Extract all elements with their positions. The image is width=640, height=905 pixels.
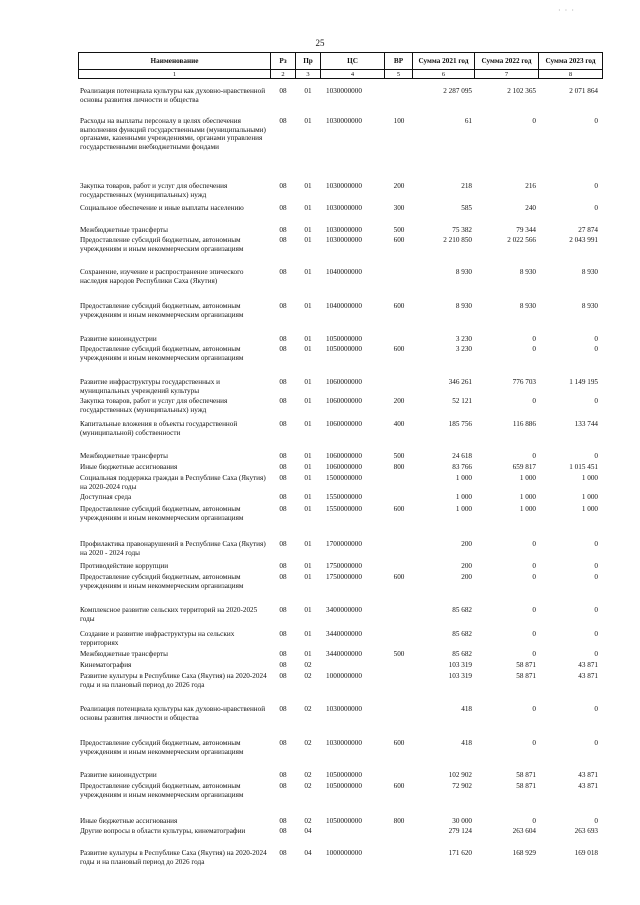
- row-rz: 08: [279, 782, 287, 790]
- row-pr: 01: [304, 573, 312, 581]
- row-sum-2021: 103 319: [448, 672, 472, 680]
- row-name: Реализация потенциала культуры как духовно-нравственной основы развития личности и общества: [80, 705, 266, 722]
- row-rz: 08: [279, 335, 287, 343]
- row-pr: 01: [304, 463, 312, 471]
- row-rz: 08: [279, 739, 287, 747]
- row-sum-2023: 0: [594, 182, 598, 190]
- row-pr: 01: [304, 117, 312, 125]
- row-cs: 1000000000: [326, 672, 362, 680]
- row-sum-2021: 75 382: [452, 226, 472, 234]
- row-sum-2022: 2 102 365: [507, 87, 536, 95]
- row-sum-2021: 8 930: [455, 268, 472, 276]
- row-sum-2021: 171 620: [448, 849, 472, 857]
- row-rz: 08: [279, 117, 287, 125]
- row-sum-2022: 0: [532, 117, 536, 125]
- row-rz: 08: [279, 474, 287, 482]
- row-sum-2023: 0: [594, 606, 598, 614]
- row-cs: 1030000000: [326, 87, 362, 95]
- row-vr: 500: [393, 226, 405, 234]
- row-pr: 01: [304, 493, 312, 501]
- row-sum-2021: 585: [461, 204, 472, 212]
- row-pr: 01: [304, 630, 312, 638]
- row-sum-2021: 346 261: [448, 378, 472, 386]
- row-vr: 100: [393, 117, 405, 125]
- row-rz: 08: [279, 827, 287, 835]
- column-number: 6: [413, 70, 475, 79]
- row-cs: 1050000000: [326, 345, 362, 353]
- row-name: Противодействие коррупции: [80, 562, 169, 570]
- row-cs: 1030000000: [326, 739, 362, 747]
- row-name: Развитие киноиндустрии: [80, 335, 157, 343]
- row-sum-2022: 58 871: [516, 782, 536, 790]
- row-name: Межбюджетные трансферты: [80, 452, 168, 460]
- row-name: Реализация потенциала культуры как духовно-нравственной основы развития личности и общества: [80, 87, 266, 104]
- row-sum-2023: 0: [594, 204, 598, 212]
- row-sum-2022: 216: [525, 182, 536, 190]
- row-name: Закупка товаров, работ и услуг для обеспечения государственных (муниципальных) нужд: [80, 397, 228, 414]
- row-sum-2022: 0: [532, 452, 536, 460]
- row-cs: 1060000000: [326, 452, 362, 460]
- row-pr: 01: [304, 182, 312, 190]
- row-rz: 08: [279, 505, 287, 513]
- row-sum-2022: 1 000: [519, 474, 536, 482]
- row-vr: 600: [393, 739, 405, 747]
- row-cs: 1050000000: [326, 782, 362, 790]
- row-name: Развитие киноиндустрии: [80, 771, 157, 779]
- row-rz: 08: [279, 397, 287, 405]
- column-number: 8: [539, 70, 603, 79]
- row-sum-2022: 116 886: [512, 420, 536, 428]
- row-name: Межбюджетные трансферты: [80, 650, 168, 658]
- row-cs: 1550000000: [326, 505, 362, 513]
- row-sum-2021: 85 682: [452, 630, 472, 638]
- row-pr: 01: [304, 505, 312, 513]
- header-sum-2023: Сумма 2023 год: [539, 53, 603, 70]
- row-sum-2023: 0: [594, 345, 598, 353]
- row-sum-2023: 0: [594, 705, 598, 713]
- row-sum-2022: 776 703: [512, 378, 536, 386]
- row-name: Создание и развитие инфраструктуры на сельских территориях: [80, 630, 235, 647]
- row-rz: 08: [279, 771, 287, 779]
- row-name: Развитие культуры в Республике Саха (Якутия) на 2020-2024 годы и на плановый период до 2026 года: [80, 672, 267, 689]
- row-sum-2022: 58 871: [516, 771, 536, 779]
- row-sum-2021: 185 756: [448, 420, 472, 428]
- row-rz: 08: [279, 650, 287, 658]
- row-pr: 02: [304, 782, 312, 790]
- row-sum-2021: 3 230: [455, 335, 472, 343]
- row-sum-2022: 263 604: [512, 827, 536, 835]
- row-cs: 3400000000: [326, 606, 362, 614]
- header-vr: ВР: [385, 53, 413, 70]
- row-sum-2022: 168 929: [512, 849, 536, 857]
- row-sum-2022: 240: [525, 204, 536, 212]
- row-pr: 01: [304, 204, 312, 212]
- row-rz: 08: [279, 493, 287, 501]
- row-sum-2023: 2 071 864: [569, 87, 598, 95]
- row-sum-2023: 2 043 991: [569, 236, 598, 244]
- row-rz: 08: [279, 573, 287, 581]
- row-sum-2022: 58 871: [516, 661, 536, 669]
- row-rz: 08: [279, 672, 287, 680]
- corner-mark: · · ·: [558, 6, 575, 15]
- row-sum-2022: 58 871: [516, 672, 536, 680]
- column-number: 7: [475, 70, 539, 79]
- row-sum-2022: 0: [532, 739, 536, 747]
- row-sum-2022: 0: [532, 817, 536, 825]
- row-name: Капитальные вложения в объекты государственной (муниципальной) собственности: [80, 420, 238, 437]
- row-rz: 08: [279, 182, 287, 190]
- row-sum-2021: 85 682: [452, 606, 472, 614]
- row-pr: 01: [304, 268, 312, 276]
- row-sum-2021: 52 121: [452, 397, 472, 405]
- row-sum-2023: 1 000: [581, 474, 598, 482]
- row-pr: 01: [304, 302, 312, 310]
- row-sum-2021: 2 210 850: [443, 236, 472, 244]
- row-rz: 08: [279, 849, 287, 857]
- row-name: Другие вопросы в области культуры, кинематографии: [80, 827, 246, 835]
- column-number: 2: [271, 70, 296, 79]
- row-sum-2021: 200: [461, 540, 472, 548]
- row-pr: 01: [304, 87, 312, 95]
- row-sum-2023: 0: [594, 540, 598, 548]
- row-pr: 02: [304, 739, 312, 747]
- row-sum-2023: 0: [594, 452, 598, 460]
- row-rz: 08: [279, 562, 287, 570]
- row-sum-2023: 1 015 451: [569, 463, 598, 471]
- row-sum-2022: 0: [532, 630, 536, 638]
- row-vr: 600: [393, 573, 405, 581]
- row-vr: 600: [393, 302, 405, 310]
- row-name: Доступная среда: [80, 493, 132, 501]
- column-number: 1: [79, 70, 271, 79]
- row-vr: 600: [393, 505, 405, 513]
- row-cs: 1050000000: [326, 817, 362, 825]
- row-sum-2021: 418: [461, 705, 472, 713]
- row-pr: 01: [304, 606, 312, 614]
- row-cs: 1050000000: [326, 771, 362, 779]
- row-pr: 01: [304, 452, 312, 460]
- row-cs: 1700000000: [326, 540, 362, 548]
- row-sum-2021: 8 930: [455, 302, 472, 310]
- row-cs: 1030000000: [326, 226, 362, 234]
- row-sum-2023: 27 874: [578, 226, 598, 234]
- row-rz: 08: [279, 87, 287, 95]
- row-name: Закупка товаров, работ и услуг для обеспечения государственных (муниципальных) нужд: [80, 182, 228, 199]
- row-name: Профилактика правонарушений в Республике Саха (Якутия) на 2020 - 2024 годы: [80, 540, 266, 557]
- row-name: Межбюджетные трансферты: [80, 226, 168, 234]
- row-sum-2021: 3 230: [455, 345, 472, 353]
- row-pr: 01: [304, 540, 312, 548]
- row-name: Иные бюджетные ассигнования: [80, 463, 178, 471]
- row-rz: 08: [279, 540, 287, 548]
- row-vr: 300: [393, 204, 405, 212]
- row-sum-2021: 83 766: [452, 463, 472, 471]
- row-sum-2021: 1 000: [455, 474, 472, 482]
- row-cs: 1750000000: [326, 573, 362, 581]
- row-name: Предоставление субсидий бюджетным, автономным учреждениям и иным некоммерческим организациям: [80, 573, 244, 590]
- row-sum-2021: 279 124: [448, 827, 472, 835]
- row-sum-2022: 79 344: [516, 226, 536, 234]
- row-pr: 01: [304, 420, 312, 428]
- row-name: Кинематография: [80, 661, 132, 669]
- row-vr: 600: [393, 782, 405, 790]
- row-sum-2022: 8 930: [519, 302, 536, 310]
- column-number: 5: [385, 70, 413, 79]
- row-sum-2022: 8 930: [519, 268, 536, 276]
- row-cs: 1030000000: [326, 182, 362, 190]
- row-name: Расходы на выплаты персоналу в целях обеспечения выполнения функций государственными (муниципальными) органами, казенными учреждениями, органами управления государственными внебюджетными фондами: [80, 117, 266, 151]
- row-rz: 08: [279, 204, 287, 212]
- row-sum-2021: 72 902: [452, 782, 472, 790]
- row-sum-2021: 24 618: [452, 452, 472, 460]
- row-pr: 01: [304, 650, 312, 658]
- row-cs: 1550000000: [326, 493, 362, 501]
- row-sum-2023: 0: [594, 739, 598, 747]
- row-vr: 500: [393, 452, 405, 460]
- row-sum-2022: 0: [532, 606, 536, 614]
- row-sum-2022: 0: [532, 650, 536, 658]
- row-pr: 01: [304, 397, 312, 405]
- row-sum-2022: 659 817: [512, 463, 536, 471]
- row-sum-2023: 0: [594, 335, 598, 343]
- row-name: Предоставление субсидий бюджетным, автономным учреждениям и иным некоммерческим организациям: [80, 505, 244, 522]
- row-pr: 04: [304, 849, 312, 857]
- row-sum-2021: 200: [461, 573, 472, 581]
- row-sum-2023: 0: [594, 397, 598, 405]
- row-cs: 1050000000: [326, 335, 362, 343]
- row-sum-2022: 1 000: [519, 493, 536, 501]
- row-cs: 1060000000: [326, 397, 362, 405]
- row-sum-2023: 8 930: [581, 268, 598, 276]
- row-vr: 400: [393, 420, 405, 428]
- row-sum-2023: 0: [594, 817, 598, 825]
- row-cs: 1060000000: [326, 378, 362, 386]
- row-sum-2021: 85 682: [452, 650, 472, 658]
- row-pr: 01: [304, 474, 312, 482]
- row-pr: 02: [304, 661, 312, 669]
- row-rz: 08: [279, 463, 287, 471]
- row-sum-2021: 200: [461, 562, 472, 570]
- row-pr: 04: [304, 827, 312, 835]
- row-sum-2022: 0: [532, 335, 536, 343]
- row-cs: 1000000000: [326, 849, 362, 857]
- row-name: Комплексное развитие сельских территорий на 2020-2025 годы: [80, 606, 258, 623]
- row-sum-2023: 8 930: [581, 302, 598, 310]
- row-name: Предоставление субсидий бюджетным, автономным учреждениям и иным некоммерческим организациям: [80, 236, 244, 253]
- row-sum-2021: 1 000: [455, 505, 472, 513]
- row-sum-2021: 418: [461, 739, 472, 747]
- row-cs: 3440000000: [326, 630, 362, 638]
- row-cs: 1030000000: [326, 117, 362, 125]
- row-cs: 1060000000: [326, 420, 362, 428]
- row-name: Развитие инфраструктуры государственных и муниципальных учреждений культуры: [80, 378, 220, 395]
- row-vr: 800: [393, 817, 405, 825]
- row-sum-2022: 0: [532, 573, 536, 581]
- row-cs: 3440000000: [326, 650, 362, 658]
- row-vr: 500: [393, 650, 405, 658]
- row-sum-2022: 0: [532, 705, 536, 713]
- row-rz: 08: [279, 420, 287, 428]
- row-sum-2021: 218: [461, 182, 472, 190]
- row-pr: 01: [304, 345, 312, 353]
- row-sum-2021: 30 000: [452, 817, 472, 825]
- row-vr: 800: [393, 463, 405, 471]
- row-sum-2023: 0: [594, 630, 598, 638]
- row-sum-2022: 0: [532, 562, 536, 570]
- row-sum-2023: 0: [594, 562, 598, 570]
- row-name: Предоставление субсидий бюджетным, автономным учреждениям и иным некоммерческим организациям: [80, 782, 244, 799]
- row-sum-2023: 0: [594, 573, 598, 581]
- row-name: Предоставление субсидий бюджетным, автономным учреждениям и иным некоммерческим организациям: [80, 739, 244, 756]
- row-rz: 08: [279, 378, 287, 386]
- header-cs: ЦС: [321, 53, 385, 70]
- row-sum-2022: 0: [532, 397, 536, 405]
- row-name: Социальное обеспечение и иные выплаты населению: [80, 204, 244, 212]
- row-name: Иные бюджетные ассигнования: [80, 817, 178, 825]
- row-cs: 1750000000: [326, 562, 362, 570]
- row-sum-2021: 102 902: [448, 771, 472, 779]
- row-rz: 08: [279, 452, 287, 460]
- row-pr: 01: [304, 226, 312, 234]
- row-rz: 08: [279, 345, 287, 353]
- row-rz: 08: [279, 705, 287, 713]
- row-sum-2021: 2 287 095: [443, 87, 472, 95]
- header-sum-2022: Сумма 2022 год: [475, 53, 539, 70]
- row-sum-2021: 61: [464, 117, 472, 125]
- row-sum-2022: 0: [532, 345, 536, 353]
- row-sum-2023: 133 744: [574, 420, 598, 428]
- row-sum-2021: 1 000: [455, 493, 472, 501]
- row-vr: 200: [393, 182, 405, 190]
- row-sum-2023: 43 871: [578, 771, 598, 779]
- row-pr: 02: [304, 705, 312, 713]
- header-pr: Пр: [296, 53, 321, 70]
- row-rz: 08: [279, 302, 287, 310]
- row-cs: 1060000000: [326, 463, 362, 471]
- row-sum-2023: 43 871: [578, 782, 598, 790]
- row-cs: 1040000000: [326, 268, 362, 276]
- row-sum-2022: 0: [532, 540, 536, 548]
- row-name: Предоставление субсидий бюджетным, автономным учреждениям и иным некоммерческим организациям: [80, 345, 244, 362]
- row-name: Развитие культуры в Республике Саха (Якутия) на 2020-2024 годы и на плановый период до 2026 года: [80, 849, 267, 866]
- page-number: 25: [315, 38, 325, 48]
- row-rz: 08: [279, 606, 287, 614]
- row-vr: 600: [393, 345, 405, 353]
- header-sum-2021: Сумма 2021 год: [413, 53, 475, 70]
- row-sum-2023: 1 000: [581, 493, 598, 501]
- row-cs: 1040000000: [326, 302, 362, 310]
- row-vr: 600: [393, 236, 405, 244]
- row-pr: 02: [304, 817, 312, 825]
- row-pr: 02: [304, 672, 312, 680]
- row-sum-2022: 2 022 566: [507, 236, 536, 244]
- row-pr: 01: [304, 236, 312, 244]
- row-rz: 08: [279, 817, 287, 825]
- row-rz: 08: [279, 226, 287, 234]
- row-cs: 1030000000: [326, 204, 362, 212]
- row-name: Сохранение, изучение и распространение эпического наследия народов Республики Саха (Якутия): [80, 268, 244, 285]
- column-number: 4: [321, 70, 385, 79]
- row-pr: 01: [304, 378, 312, 386]
- row-name: Предоставление субсидий бюджетным, автономным учреждениям и иным некоммерческим организациям: [80, 302, 244, 319]
- row-sum-2023: 43 871: [578, 661, 598, 669]
- row-name: Социальная поддержка граждан в Республике Саха (Якутия) на 2020-2024 годы: [80, 474, 266, 491]
- row-rz: 08: [279, 268, 287, 276]
- row-rz: 08: [279, 236, 287, 244]
- row-rz: 08: [279, 630, 287, 638]
- row-cs: 1030000000: [326, 236, 362, 244]
- row-vr: 200: [393, 397, 405, 405]
- header-name: Наименование: [79, 53, 271, 70]
- row-cs: 1030000000: [326, 705, 362, 713]
- row-sum-2023: 263 693: [574, 827, 598, 835]
- row-pr: 01: [304, 335, 312, 343]
- row-sum-2023: 0: [594, 650, 598, 658]
- row-sum-2023: 169 018: [574, 849, 598, 857]
- row-sum-2023: 1 000: [581, 505, 598, 513]
- row-sum-2022: 1 000: [519, 505, 536, 513]
- row-sum-2023: 1 149 195: [569, 378, 598, 386]
- row-pr: 01: [304, 562, 312, 570]
- column-number: 3: [296, 70, 321, 79]
- row-sum-2023: 0: [594, 117, 598, 125]
- row-sum-2023: 43 871: [578, 672, 598, 680]
- row-rz: 08: [279, 661, 287, 669]
- row-pr: 02: [304, 771, 312, 779]
- row-cs: 1500000000: [326, 474, 362, 482]
- row-sum-2021: 103 319: [448, 661, 472, 669]
- header-rz: Рз: [271, 53, 296, 70]
